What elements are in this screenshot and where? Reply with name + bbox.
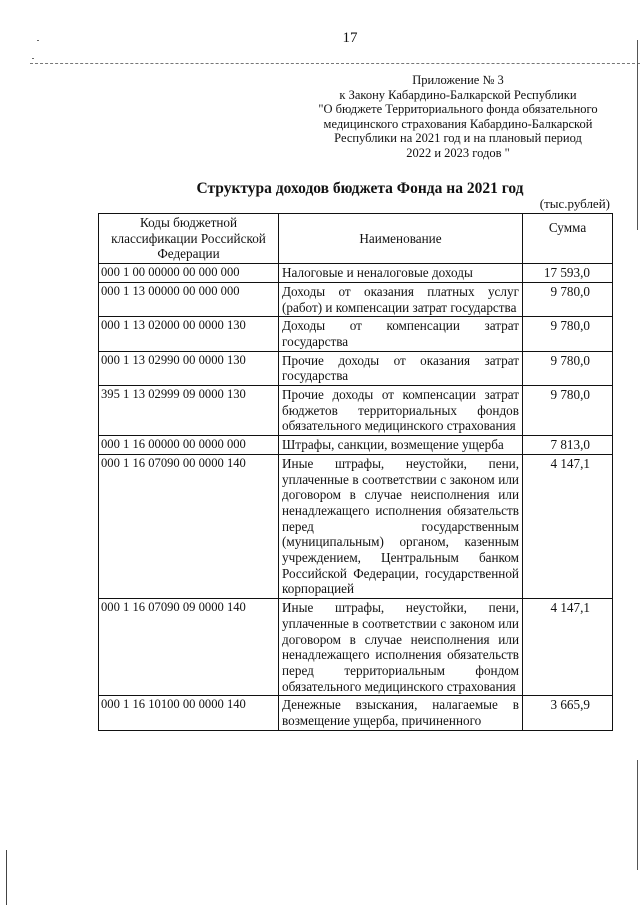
units-label: (тыс.рублей) — [539, 196, 610, 211]
scan-speck — [32, 58, 34, 59]
row-sum: 9 780,0 — [523, 386, 613, 436]
row-sum: 3 665,9 — [523, 696, 613, 730]
scan-edge-line — [637, 40, 638, 230]
row-sum: 4 147,1 — [523, 599, 613, 696]
scan-edge-line — [637, 760, 638, 870]
header-sum: Сумма — [523, 214, 613, 264]
revenue-table — [98, 213, 613, 731]
row-name: Доходы от компенсации затрат государства — [279, 317, 523, 351]
header-name: Наименование — [279, 214, 523, 264]
appendix-line: медицинского страхования Кабардино-Балкарской — [323, 116, 593, 131]
table-row — [99, 317, 613, 351]
row-name: Прочие доходы от компенсации затрат бюджетов территориальных фондов обязательного медицинского страхования — [279, 386, 523, 436]
row-name: Денежные взыскания, налагаемые в возмещение ущерба, причиненного — [279, 696, 523, 730]
table-row — [99, 351, 613, 385]
appendix-line: к Закону Кабардино-Балкарской Республики — [339, 87, 577, 102]
header-code: Коды бюджетной классификации Российской Федерации — [99, 214, 279, 264]
row-sum: 9 780,0 — [523, 282, 613, 316]
row-sum: 7 813,0 — [523, 436, 613, 455]
table-row — [99, 264, 613, 283]
row-sum: 9 780,0 — [523, 351, 613, 385]
row-name: Доходы от оказания платных услуг (работ) и компенсации затрат государства — [279, 282, 523, 316]
appendix-line: Приложение № 3 — [412, 73, 504, 87]
table-row — [99, 696, 613, 730]
table-row — [99, 282, 613, 316]
row-name: Иные штрафы, неустойки, пени, уплаченные в соответствии с законом или договором в случае неисполнения или ненадлежащего исполнения обязательств перед государственным (муниципальным) органом, казенным учреждением, Центральным банком Российской Федерации, государственной корпорацией — [279, 454, 523, 598]
scan-speck — [37, 40, 39, 41]
header-divider — [30, 63, 640, 64]
row-code: 395 1 13 02999 09 0000 130 — [99, 386, 279, 436]
row-code: 000 1 16 07090 00 0000 140 — [99, 454, 279, 598]
page-number: 17 — [342, 30, 358, 46]
table-row — [99, 454, 613, 598]
row-code: 000 1 13 00000 00 000 000 — [99, 282, 279, 316]
row-code: 000 1 16 07090 09 0000 140 — [99, 599, 279, 696]
scan-margin-line — [6, 850, 7, 905]
appendix-note — [300, 73, 616, 161]
table-row — [99, 386, 613, 436]
document-title: Структура доходов бюджета Фонда на 2021 год — [196, 180, 524, 197]
table-row — [99, 599, 613, 696]
row-code: 000 1 00 00000 00 000 000 — [99, 264, 279, 283]
appendix-line: Республики на 2021 год и на плановый период — [334, 131, 582, 146]
row-code: 000 1 13 02000 00 0000 130 — [99, 317, 279, 351]
table-row — [99, 436, 613, 455]
row-code: 000 1 16 10100 00 0000 140 — [99, 696, 279, 730]
row-name: Прочие доходы от оказания затрат государства — [279, 351, 523, 385]
row-name: Иные штрафы, неустойки, пени, уплаченные в соответствии с законом или договором в случае неисполнения или ненадлежащего исполнения обязательств перед территориальным фондом обязательного медицинского страхования — [279, 599, 523, 696]
row-name: Налоговые и неналоговые доходы — [279, 264, 523, 283]
table-header-row — [99, 214, 613, 264]
row-code: 000 1 16 00000 00 0000 000 — [99, 436, 279, 455]
row-sum: 17 593,0 — [523, 264, 613, 283]
row-sum: 4 147,1 — [523, 454, 613, 598]
row-sum: 9 780,0 — [523, 317, 613, 351]
appendix-line: 2022 и 2023 годов " — [406, 145, 510, 160]
row-name: Штрафы, санкции, возмещение ущерба — [279, 436, 523, 455]
row-code: 000 1 13 02990 00 0000 130 — [99, 351, 279, 385]
appendix-line: "О бюджете Территориального фонда обязательного — [318, 102, 598, 117]
